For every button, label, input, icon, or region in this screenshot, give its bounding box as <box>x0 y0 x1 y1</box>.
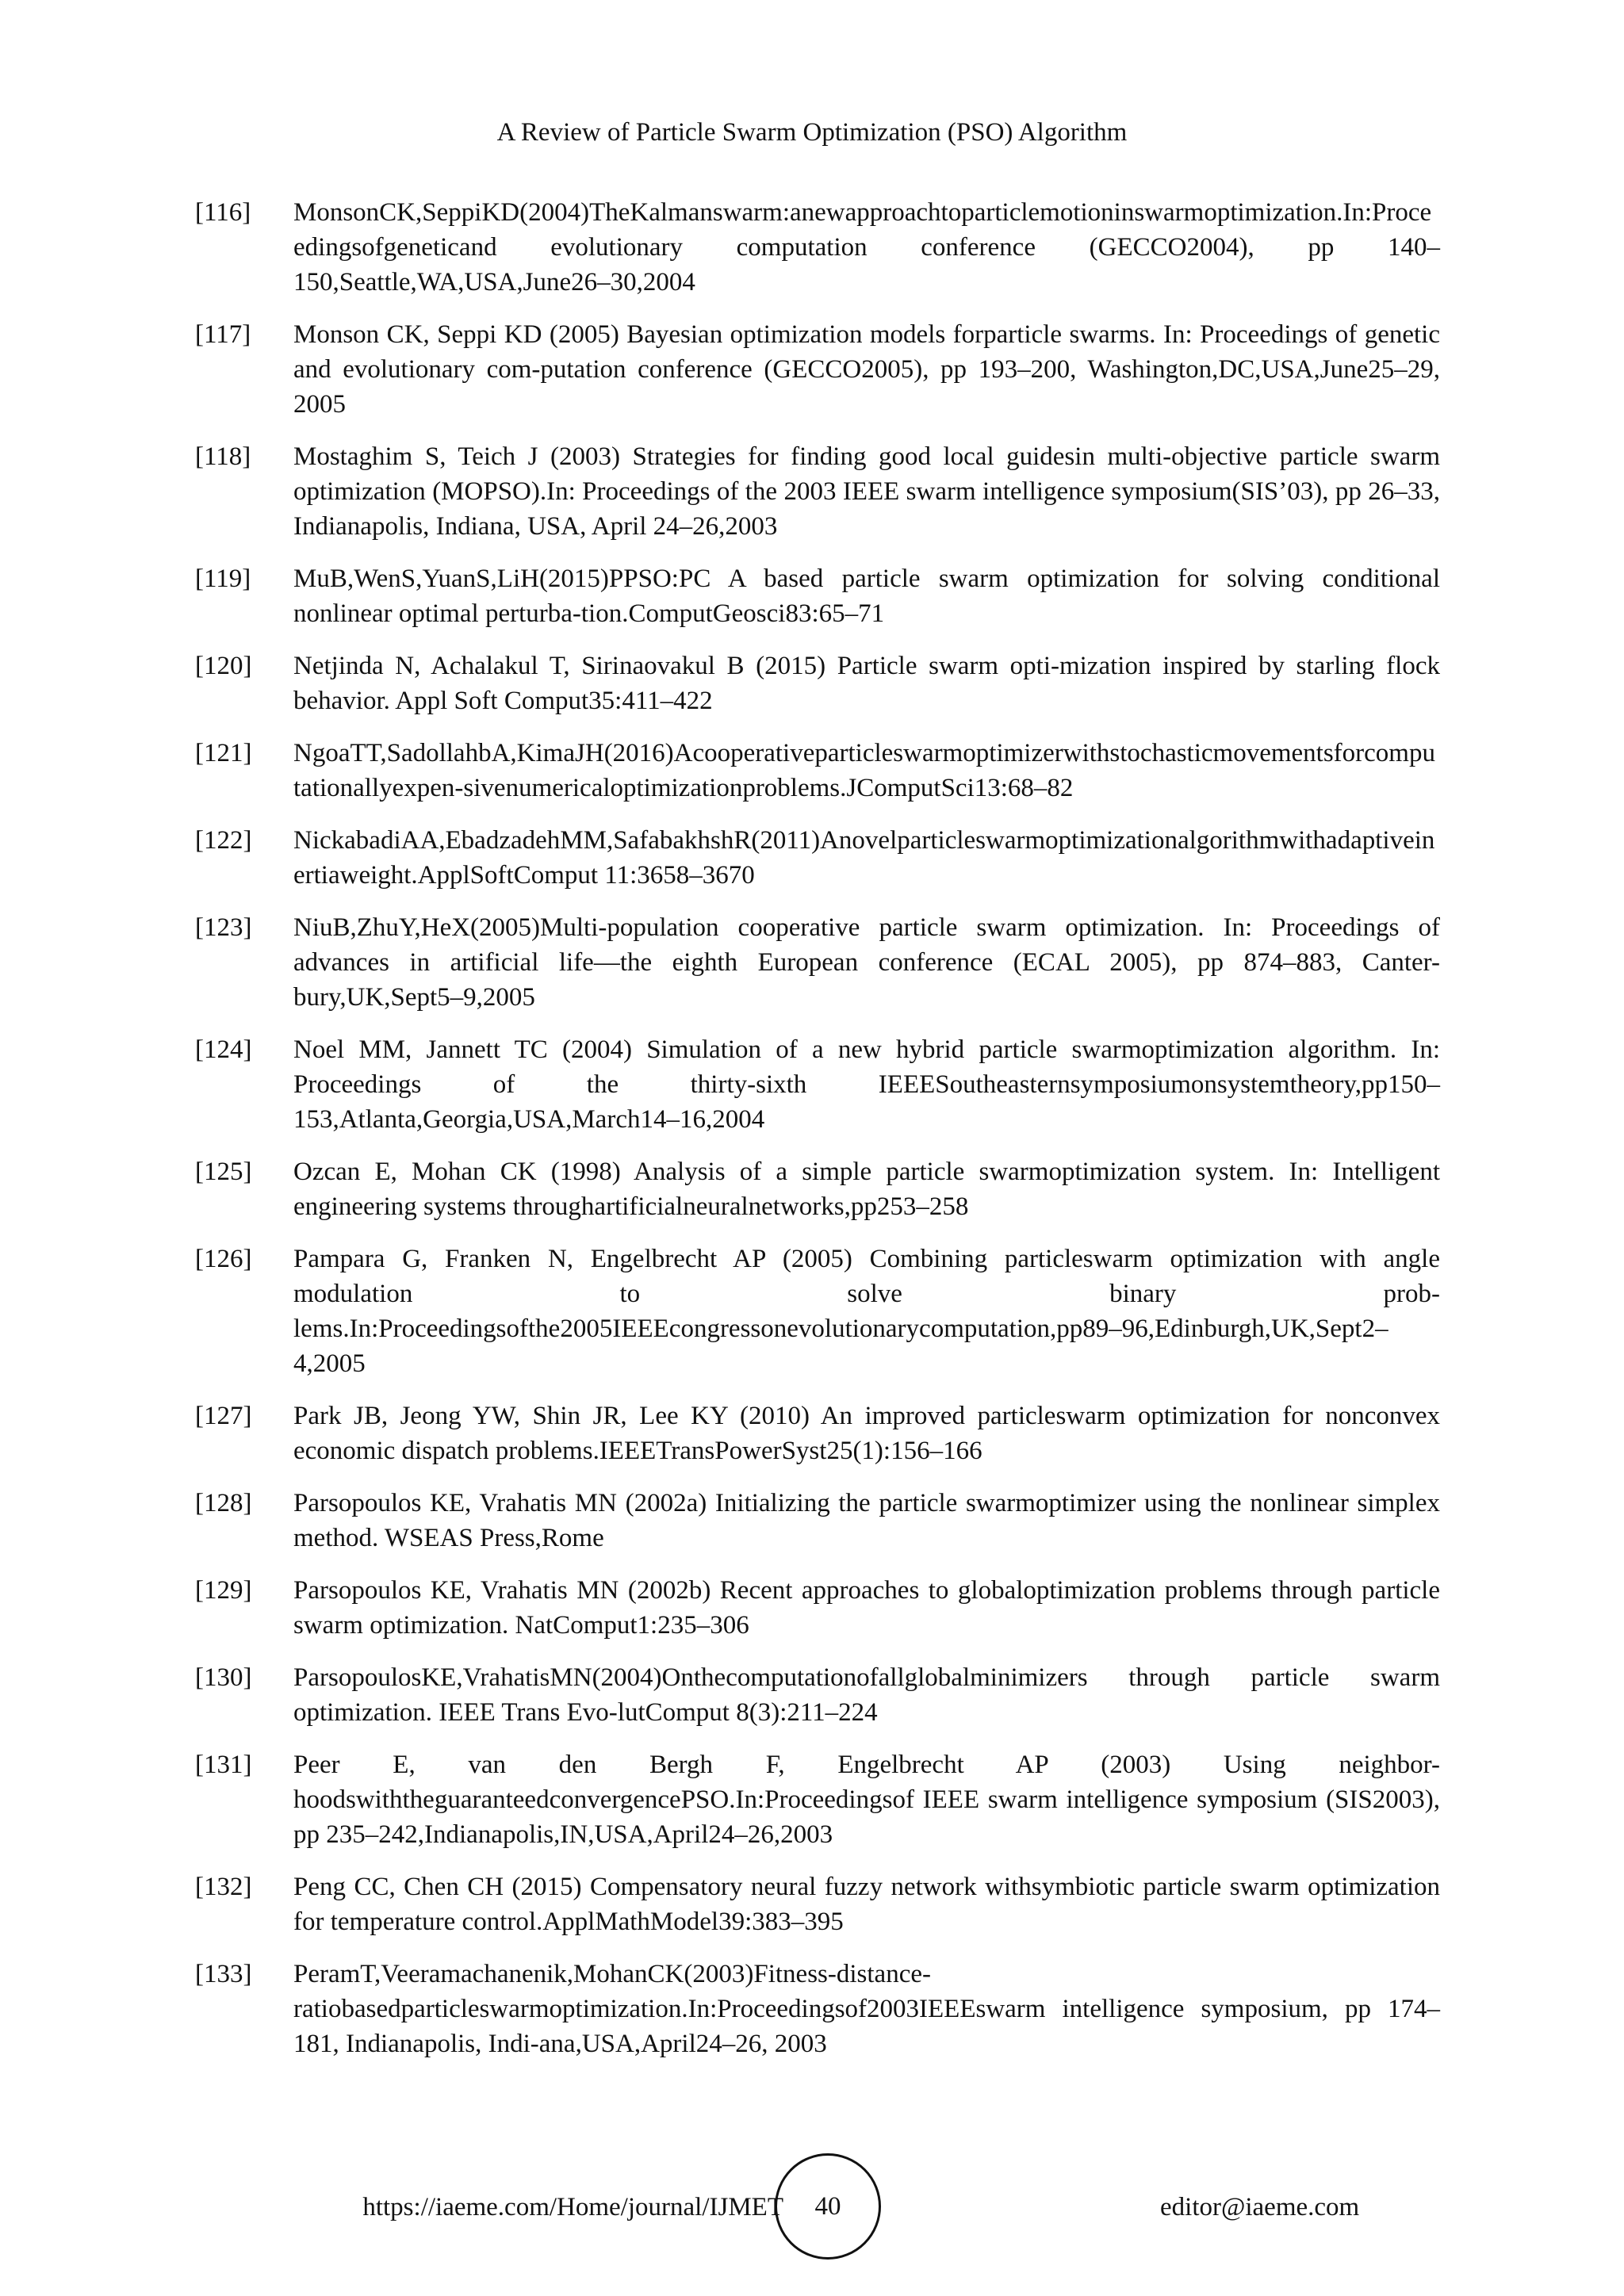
reference-item <box>195 1869 1440 1939</box>
journal-url-link[interactable]: https://iaeme.com/Home/journal/IJMET <box>362 2193 783 2221</box>
reference-item <box>195 1242 1440 1381</box>
reference-item <box>195 1399 1440 1468</box>
reference-text: MonsonCK,SeppiKD(2004)TheKalmanswarm:anewapproachtoparticlemotioninswarmoptimization.In:Proceedingsofgeneticand evolutionary computation conference (GECCO2004), pp 140–150,Seattle,WA,USA,June26–30,2004 <box>293 198 1440 297</box>
reference-number: [118] <box>195 442 251 471</box>
reference-item <box>195 317 1440 422</box>
reference-text: Noel MM, Jannett TC (2004) Simulation of a new hybrid particle swarmoptimization algorithm. In: Proceedings of the thirty-sixth IEEESoutheasternsymposiumonsystemtheory,pp150–153,Atlanta,Georgia,USA,March14–16,2004 <box>293 1035 1440 1134</box>
reference-text: Parsopoulos KE, Vrahatis MN (2002a) Initializing the particle swarmoptimizer using the nonlinear simplex method. WSEAS Press,Rome <box>293 1489 1440 1552</box>
reference-text: MuB,WenS,YuanS,LiH(2015)PPSO:PC A based particle swarm optimization for solving conditional nonlinear optimal perturba-tion.ComputGeosci83:65–71 <box>293 564 1440 628</box>
reference-text: Park JB, Jeong YW, Shin JR, Lee KY (2010) An improved particleswarm optimization for nonconvex economic dispatch problems.IEEETransPowerSyst25(1):156–166 <box>293 1402 1440 1465</box>
reference-number: [129] <box>195 1576 252 1605</box>
reference-number: [126] <box>195 1245 252 1273</box>
reference-text: Peng CC, Chen CH (2015) Compensatory neural fuzzy network withsymbiotic particle swarm optimization for temperature control.ApplMathModel39:383–395 <box>293 1873 1440 1936</box>
reference-number: [130] <box>195 1663 252 1692</box>
reference-number: [123] <box>195 913 252 942</box>
reference-number: [127] <box>195 1402 252 1430</box>
reference-text: Ozcan E, Mohan CK (1998) Analysis of a simple particle swarmoptimization system. In: Intelligent engineering systems throughartificialneuralnetworks,pp253–258 <box>293 1158 1440 1221</box>
page-number: 40 <box>775 2153 881 2260</box>
reference-item <box>195 1154 1440 1224</box>
reference-item <box>195 195 1440 300</box>
reference-number: [119] <box>195 564 251 593</box>
reference-number: [125] <box>195 1158 252 1186</box>
reference-text: Parsopoulos KE, Vrahatis MN (2002b) Recent approaches to globaloptimization problems through particle swarm optimization. NatComput1:235–306 <box>293 1576 1440 1640</box>
reference-item <box>195 1957 1440 2061</box>
reference-item <box>195 1747 1440 1852</box>
reference-list <box>195 195 1440 2079</box>
reference-text: Mostaghim S, Teich J (2003) Strategies for finding good local guidesin multi-objective particle swarm optimization (MOPSO).In: Proceedings of the 2003 IEEE swarm intelligence symposium(SIS’03), pp 26–33, Indianapolis, Indiana, USA, April 24–26,2003 <box>293 442 1440 541</box>
running-title: A Review of Particle Swarm Optimization (PSO) Algorithm <box>496 118 1128 147</box>
page-footer <box>0 2153 1624 2264</box>
reference-text: Monson CK, Seppi KD (2005) Bayesian optimization models forparticle swarms. In: Proceedings of genetic and evolutionary com-putation conference (GECCO2005), pp 193–200, Washington,DC,USA,June25–29, 2005 <box>293 320 1440 419</box>
reference-number: [124] <box>195 1035 252 1064</box>
reference-number: [121] <box>195 739 252 767</box>
reference-item <box>195 823 1440 893</box>
reference-item <box>195 736 1440 806</box>
reference-item <box>195 1032 1440 1137</box>
reference-number: [116] <box>195 198 251 227</box>
reference-item <box>195 649 1440 718</box>
reference-text: NgoaTT,SadollahbA,KimaJH(2016)Acooperativeparticleswarmoptimizerwithstochasticmovementsforcomputationallyexpen-sivenumericaloptimizationproblems.JComputSci13:68–82 <box>293 739 1435 802</box>
reference-number: [120] <box>195 652 252 680</box>
reference-item <box>195 561 1440 631</box>
reference-number: [122] <box>195 826 252 855</box>
reference-item <box>195 1660 1440 1730</box>
reference-number: [132] <box>195 1873 252 1901</box>
reference-text: Pampara G, Franken N, Engelbrecht AP (2005) Combining particleswarm optimization with angle modulation to solve binary prob-lems.In:Proceedingsofthe2005IEEEcongressonevolutionarycomputation,pp89–96,Edinburgh,UK,Sept2–4,2005 <box>293 1245 1440 1378</box>
reference-number: [128] <box>195 1489 252 1517</box>
reference-text: PeramT,Veeramachanenik,MohanCK(2003)Fitness-distance-ratiobasedparticleswarmoptimization.In:Proceedingsof2003IEEEswarm intelligence symposium, pp 174–181, Indianapolis, Indi-ana,USA,April24–26, 2003 <box>293 1960 1440 2058</box>
reference-item <box>195 910 1440 1015</box>
reference-number: [131] <box>195 1751 252 1779</box>
reference-item <box>195 1486 1440 1556</box>
reference-text: NickabadiAA,EbadzadehMM,SafabakhshR(2011)Anovelparticleswarmoptimizationalgorithmwithadaptiveinertiaweight.ApplSoftComput 11:3658–3670 <box>293 826 1435 890</box>
reference-text: NiuB,ZhuY,HeX(2005)Multi-population cooperative particle swarm optimization. In: Proceedings of advances in artificial life—the eighth European conference (ECAL 2005), pp 874–883, Canter-bury,UK,Sept5–9,2005 <box>293 913 1440 1012</box>
reference-item <box>195 1573 1440 1643</box>
reference-text: Netjinda N, Achalakul T, Sirinaovakul B (2015) Particle swarm opti-mization inspired by starling flock behavior. Appl Soft Comput35:411–422 <box>293 652 1440 715</box>
reference-number: [117] <box>195 320 251 349</box>
reference-text: ParsopoulosKE,VrahatisMN(2004)Onthecomputationofallglobalminimizers through particle swarm optimization. IEEE Trans Evo-lutComput 8(3):211–224 <box>293 1663 1440 1727</box>
reference-text: Peer E, van den Bergh F, Engelbrecht AP (2003) Using neighbor-hoodswiththeguaranteedconvergencePSO.In:Proceedingsof IEEE swarm intelligence symposium (SIS2003), pp 235–242,Indianapolis,IN,USA,April24–26,2003 <box>293 1751 1440 1849</box>
reference-number: [133] <box>195 1960 252 1988</box>
editor-email-link[interactable]: editor@iaeme.com <box>1160 2193 1360 2221</box>
reference-item <box>195 439 1440 544</box>
